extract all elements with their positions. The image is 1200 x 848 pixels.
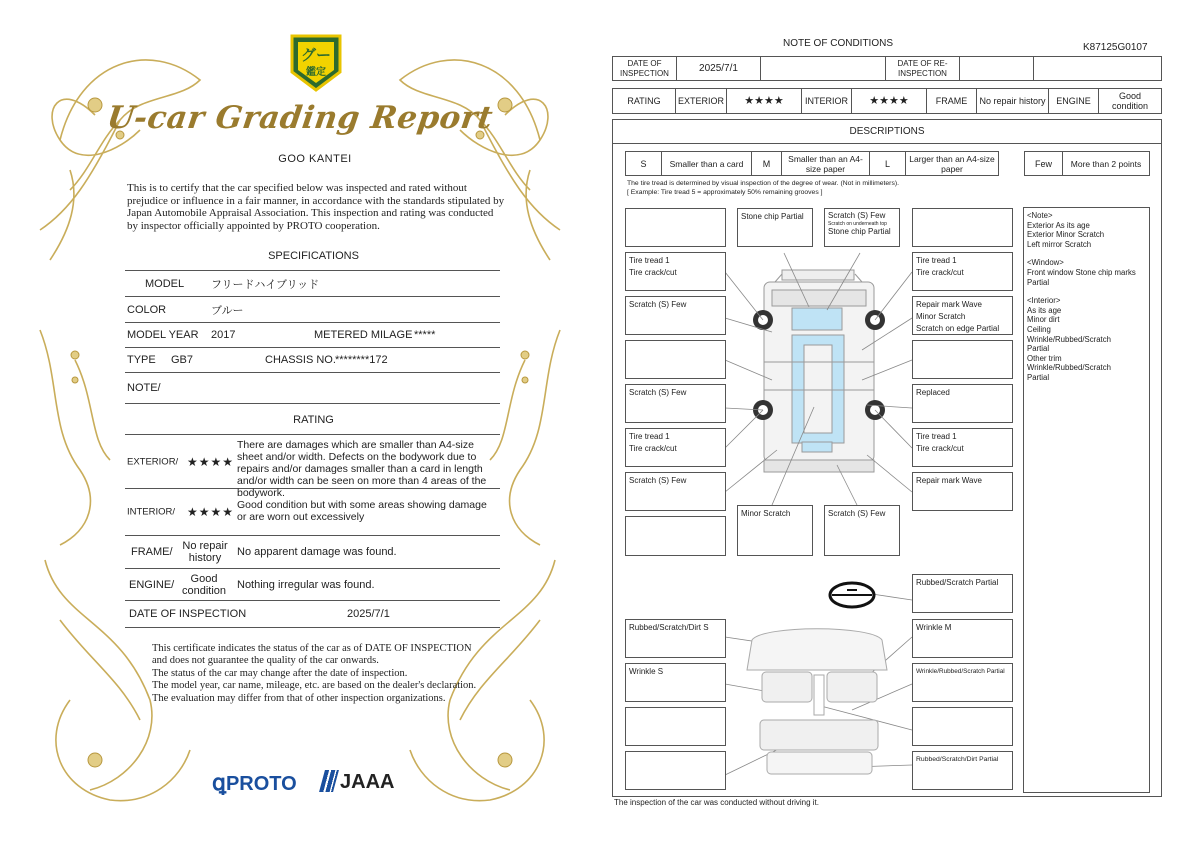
certificate-footer: This certificate indicates the status of the car as of DATE OF INSPECTION and does not guarantee the quality of the car onwards. The status of the car may change after the date of inspection. The model year, car name, mileage, etc. are based on the dealer's declaration. The evaluation may differ from that of other inspection organizations. [152,643,477,704]
tire-note-1: The tire tread is determined by visual inspection of the degree of wear. (Not in millimeters). [627,180,899,187]
date-of-inspection-label: DATE OF INSPECTION [613,57,677,81]
engine-description: Nothing irregular was found. [237,578,375,591]
engine-label: ENGINE [1049,89,1099,114]
damage-box-tire-rear-left: Tire tread 1 Tire crack/cut [625,428,726,467]
note-label: NOTE/ [127,382,161,394]
reinspection-label: DATE OF RE-INSPECTION [886,57,960,81]
damage-box-rear-seat-right [912,707,1013,746]
spec-row-year [125,323,500,348]
specifications-title: SPECIFICATIONS [268,250,359,262]
frame-value: No repair history [182,540,228,564]
engine-value: Good condition [1099,89,1162,114]
damage-box-right-rear: Repair mark Wave [912,472,1013,511]
spec-row-color [125,297,500,323]
damage-box-front-seat-right: Wrinkle/Rubbed/Scratch Partial [912,663,1013,702]
color-label: COLOR [127,303,167,316]
note-ref: K87125G0107 [1083,42,1148,53]
interior-label: INTERIOR [802,89,852,114]
inspection-date-table [612,56,1162,81]
damage-box-steering: Rubbed/Scratch Partial [912,574,1013,613]
model-year-value: 2017 [211,329,236,341]
milage-value: ***** [414,329,436,341]
damage-box-tire-front-left: Tire tread 1 Tire crack/cut [625,252,726,291]
logos [212,768,412,798]
proto-logo: ꝗPROTO [212,770,297,795]
date-of-inspection-value: 2025/7/1 [347,608,390,620]
svg-text:グー: グー [300,46,332,64]
damage-box-rear-bumper-left: Minor Scratch [737,505,813,556]
jaaa-logo: JAAA [322,770,394,794]
certificate-subtitle: GOO KANTEI [278,153,352,165]
size-legend-table [625,151,999,176]
exterior-label: EXTERIOR/ [127,456,179,467]
frame-description: No apparent damage was found. [237,546,397,558]
rating-row-interior [125,489,500,536]
legend-l-desc: Larger than an A4-size paper [906,152,999,176]
engine-label: ENGINE/ [129,578,175,591]
car-interior-view [747,629,887,774]
damage-box-rear-bumper-right: Scratch (S) Few [824,505,900,556]
notes-column [1023,207,1150,793]
goo-kantei-badge-icon [288,32,344,94]
legend-m-desc: Smaller than an A4-size paper [782,152,870,176]
legend-s: S [626,152,662,176]
frame-label: FRAME/ [131,546,173,558]
damage-box-right-middle [912,340,1013,379]
damage-box-rear-seat-left [625,707,726,746]
chassis-label: CHASSIS NO. [265,354,336,366]
damage-box-rear-left-bottom [625,516,726,556]
few-legend-table [1024,151,1150,176]
model-label: MODEL [145,277,185,290]
rating-label: RATING [613,89,676,114]
type-value: GB7 [171,354,194,366]
chassis-value: ********172 [335,354,388,366]
spec-row-type [125,348,500,373]
rating-row-frame [125,536,500,569]
color-value: ブルー [211,304,244,317]
certificate-title: U-car Grading Report [104,100,496,136]
interior-stars: ★★★★ [852,89,927,114]
legend-l: L [870,152,906,176]
legend-few: Few [1025,152,1063,176]
legend-m: M [752,152,782,176]
milage-label: METERED MILAGE [314,329,413,341]
damage-box-right-front: Repair mark Wave Minor Scratch Scratch on edge Partial [912,296,1013,335]
rating-title: RATING [293,414,334,426]
notes-interior: <Interior> As its age Minor dirt Ceiling Wrinkle/Rubbed/Scratch Partial Other trim Wrinkle/Rubbed/Scratch Partial [1027,296,1111,382]
damage-box-left-rear-door: Scratch (S) Few [625,384,726,423]
damage-box-front-right-top [912,208,1013,247]
exterior-stars: ★★★★ [187,454,235,469]
certificate-intro: This is to certify that the car specified below was inspected and rated without prejudice or influence in a fair manner, in accordance with the standards stipulated by Japan Automobile Appraisal Association. This inspection and rating was conducted by inspector officially appointed by PROTO cooperation. [127,182,505,232]
car-body-top-view [764,270,874,472]
interior-stars: ★★★★ [187,505,235,519]
exterior-label: EXTERIOR [676,89,727,114]
rating-row-engine [125,569,500,601]
rating-row-date [125,601,500,628]
frame-label: FRAME [927,89,977,114]
exterior-stars: ★★★★ [727,89,802,114]
rating-table [612,88,1162,114]
date-of-inspection-value: 2025/7/1 [677,57,761,81]
frame-value: No repair history [977,89,1049,114]
damage-box-cargo-right: Rubbed/Scratch/Dirt Partial [912,751,1013,790]
legend-s-desc: Smaller than a card [662,152,752,176]
damage-box-windshield-right: Scratch (S) Few Scratch on underneath top Stone chip Partial [824,208,900,247]
notes-window: <Window> Front window Stone chip marks Partial [1027,258,1136,287]
model-year-label: MODEL YEAR [127,329,199,341]
damage-box-front-seat-left: Wrinkle S [625,663,726,702]
note-footer: The inspection of the car was conducted without driving it. [614,798,819,807]
date-of-inspection-label: DATE OF INSPECTION [129,608,247,620]
damage-box-tire-front-right: Tire tread 1 Tire crack/cut [912,252,1013,291]
damage-box-right-rear-door: Replaced [912,384,1013,423]
damage-box-front-left-top [625,208,726,247]
tire-note-2: [ Example: Tire tread 5 = approximately 50% remaining grooves ] [627,189,823,196]
damage-box-tire-rear-right: Tire tread 1 Tire crack/cut [912,428,1013,467]
type-label: TYPE [127,354,156,366]
interior-description: Good condition but with some areas showing damage or are worn out excessively [237,499,487,523]
note-title: NOTE OF CONDITIONS [783,38,893,49]
descriptions-title: DESCRIPTIONS [612,119,1162,144]
notes-general: <Note> Exterior As its age Exterior Minor Scratch Left mirror Scratch [1027,211,1105,249]
steering-wheel-icon [830,583,874,607]
spec-row-model [125,270,500,297]
rating-row-exterior [125,434,500,499]
damage-box-windshield-left: Stone chip Partial [737,208,813,247]
damage-box-dashboard-right: Wrinkle M [912,619,1013,658]
interior-label: INTERIOR/ [127,506,176,518]
damage-box-left-middle [625,340,726,379]
damage-box-dashboard-left: Rubbed/Scratch/Dirt S [625,619,726,658]
damage-box-left-rear: Scratch (S) Few [625,472,726,511]
damage-box-cargo-left [625,751,726,790]
damage-box-left-front: Scratch (S) Few [625,296,726,335]
model-value: フリードハイブリッド [211,278,320,291]
spec-row-note [125,373,500,404]
engine-value: Good condition [181,572,227,597]
exterior-description: There are damages which are smaller than A4-size sheet and/or width. Defects on the bodywork due to repairs and/or damages smaller than a card in length and/or width can be seen on more than 4 areas of the bodywork. [237,439,487,499]
svg-text:鑑定: 鑑定 [306,67,326,78]
legend-few-desc: More than 2 points [1063,152,1150,176]
